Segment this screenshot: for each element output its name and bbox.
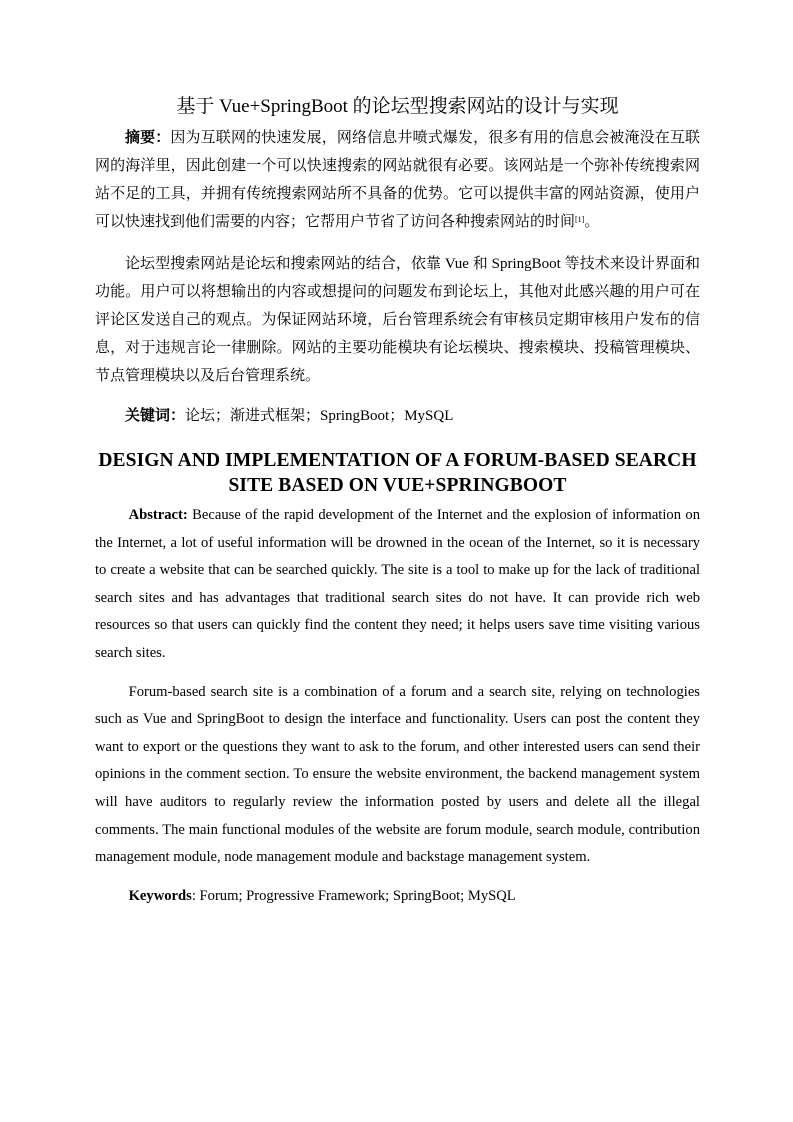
english-keywords-label: Keywords [128, 887, 192, 904]
chinese-abstract-paragraph-2: 论坛型搜索网站是论坛和搜索网站的结合，依靠 Vue 和 SpringBoot 等技术来设计界面和功能。用户可以将想输出的内容或想提问的问题发布到论坛上，其他对此感兴趣的用户可在评论区发送自己的观点。为保证网站环境，后台管理系统会有审核员定期审核用户发布的信息，对于违规言论一律删除。网站的主要功能模块有论坛模块、搜索模块、投稿管理模块、节点管理模块以及后台管理系统。 [95, 256, 700, 384]
english-keywords-text: : Forum; Progressive Framework; SpringBoot; MySQL [191, 887, 516, 904]
english-title: DESIGN AND IMPLEMENTATION OF A FORUM-BASED SEARCH SITE BASED ON VUE+SPRINGBOOT [98, 450, 697, 496]
chinese-abstract-label: 摘要： [125, 130, 171, 146]
english-abstract-paragraph-1 [95, 502, 700, 668]
chinese-keywords-text: 论坛；渐进式框架；SpringBoot；MySQL [185, 408, 454, 424]
chinese-abstract-period: 。 [584, 214, 600, 230]
chinese-abstract-text-1: 因为互联网的快速发展，网络信息井喷式爆发，很多有用的信息会被淹没在互联网的海洋里，因此创建一个可以快速搜索的网站就很有必要。该网站是一个弥补传统搜索网站不足的工具，并拥有传统搜索网站所不具备的优势。它可以提供丰富的网站资源，使用户可以快速找到他们需要的内容；它帮用户节省了访问各种搜索网站的时间 [95, 130, 700, 230]
chinese-abstract-paragraph-1 [95, 124, 700, 236]
chinese-title: 基于 Vue+SpringBoot 的论坛型搜索网站的设计与实现 [176, 96, 619, 117]
english-keywords [95, 883, 700, 911]
english-abstract-text-1: Because of the rapid development of the Internet and the explosion of information on the Internet, a lot of useful information will be drowned in the ocean of the Internet, so it is necessary to create a website that can be searched quickly. The site is a tool to make up for the lack of traditional search sites and has advantages that traditional search sites do not have. It can provide rich web resources so that users can quickly find the content they need; it helps users save time visiting various search sites. [95, 507, 700, 661]
chinese-keywords-label: 关键词： [125, 408, 186, 424]
document-page [95, 92, 700, 910]
english-abstract-label: Abstract: [128, 507, 188, 523]
chinese-keywords [95, 402, 700, 430]
citation-marker: [1] [575, 215, 585, 224]
english-abstract-paragraph-2: Forum-based search site is a combination of a forum and a search site, relying on technologies such as Vue and SpringBoot to design the interface and functionality. Users can post the content they want to export or the questions they want to ask to the forum, and other interested users can send their opinions in the comment section. To ensure the website environment, the backend management system will have auditors to regularly review the information posted by users and delete all the illegal comments. The main functional modules of the website are forum module, search module, contribution management module, node management module and backstage management system. [95, 683, 700, 866]
